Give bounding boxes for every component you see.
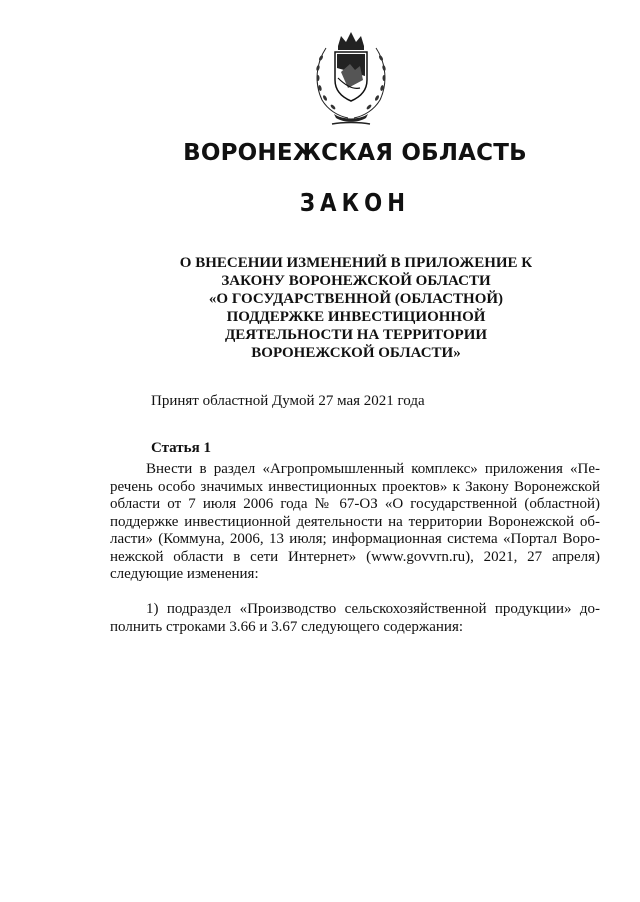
law-title-line: ПОДДЕРЖКЕ ИНВЕСТИЦИОННОЙ	[226, 309, 486, 325]
coat-of-arms-icon	[308, 28, 394, 126]
article-paragraph	[110, 601, 600, 636]
paragraph-line: Внести в раздел «Агропромышленный комплекс» приложения «Пе-	[146, 461, 600, 477]
paragraph-line: ласти» (Коммуна, 2006, 13 июля; информационная система «Портал Воро-	[110, 531, 600, 547]
article-paragraph	[110, 461, 600, 584]
law-title-line: ЗАКОНУ ВОРОНЕЖСКОЙ ОБЛАСТИ	[221, 273, 491, 289]
paragraph-line: полнить строками 3.66 и 3.67 следующего содержания:	[110, 618, 464, 635]
paragraph-line: речень особо значимых инвестиционных проектов» к Закону Воронежской	[110, 478, 600, 495]
region-title: ВОРОНЕЖСКАЯ ОБЛАСТЬ	[183, 140, 527, 166]
paragraph-line: следующие изменения:	[110, 566, 259, 582]
paragraph-line: 1) подраздел «Производство сельскохозяйственной продукции» до-	[146, 601, 600, 617]
paragraph-line: поддержке инвестиционной деятельности на территории Воронежской об-	[110, 513, 600, 530]
paragraph-line: нежской области в сети Интернет» (www.govvrn.ru), 2021, 27 апреля)	[110, 548, 600, 565]
law-title-line: ДЕЯТЕЛЬНОСТИ НА ТЕРРИТОРИИ	[224, 327, 488, 343]
law-title-line: О ВНЕСЕНИИ ИЗМЕНЕНИЙ В ПРИЛОЖЕНИЕ К	[179, 255, 533, 271]
adoption-note: Принят областной Думой 27 мая 2021 года	[151, 393, 425, 409]
paragraph-line: области от 7 июля 2006 года № 67-ОЗ «О государственной (областной)	[110, 496, 600, 512]
law-title-line: «О ГОСУДАРСТВЕННОЙ (ОБЛАСТНОЙ)	[208, 291, 504, 307]
law-title-line: ВОРОНЕЖСКОЙ ОБЛАСТИ»	[251, 345, 461, 361]
article-heading: Статья 1	[151, 440, 211, 456]
document-type-title: ЗАКОН	[299, 188, 411, 217]
law-title	[150, 254, 562, 362]
